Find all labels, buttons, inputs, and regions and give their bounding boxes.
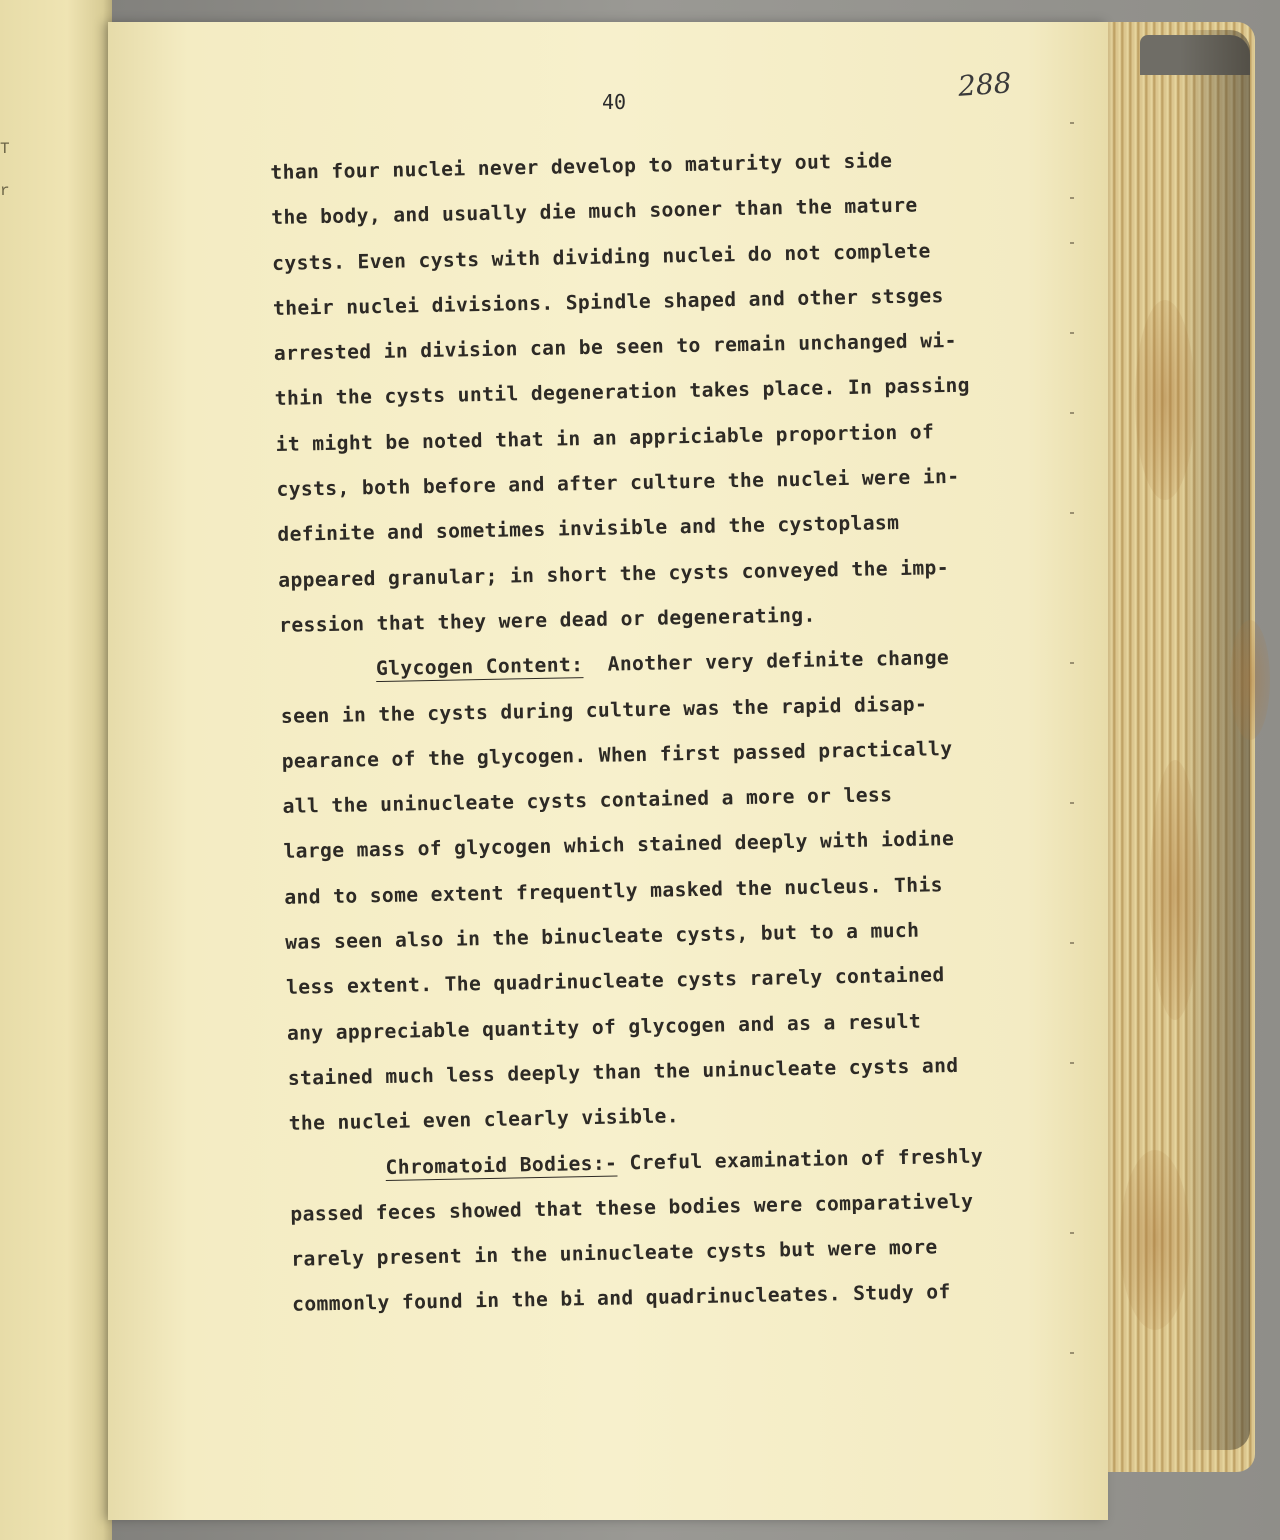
typewritten-page bbox=[108, 22, 1108, 1520]
text-line: ression that they were dead or degenerating. bbox=[278, 603, 816, 637]
text-line: arrested in division can be seen to remain unchanged wi- bbox=[273, 329, 958, 366]
chromatoid-heading: Chromatoid Bodies:- bbox=[385, 1151, 618, 1179]
foxing-stain bbox=[1120, 1150, 1190, 1330]
text-line: rarely present in the uninucleate cysts but were more bbox=[291, 1235, 938, 1271]
text-line: stained much less deeply than the uninucleate cysts and bbox=[287, 1053, 959, 1090]
text-line: cysts, both before and after culture the nuclei were in- bbox=[276, 464, 960, 502]
handwritten-folio-number: 288 bbox=[956, 66, 1013, 103]
text-line: Creful examination of freshly bbox=[617, 1144, 984, 1175]
text-line: than four nuclei never develop to maturity out side bbox=[270, 149, 893, 184]
text-line: less extent. The quadrinucleate cysts rarely contained bbox=[285, 963, 945, 1000]
text-line: pearance of the glycogen. When first passed practically bbox=[281, 736, 953, 773]
foxing-stain bbox=[1150, 760, 1200, 1020]
text-line: Another very definite change bbox=[583, 646, 950, 677]
text-line: any appreciable quantity of glycogen and as a result bbox=[286, 1009, 922, 1045]
text-line: all the uninucleate cysts contained a more or less bbox=[282, 783, 893, 819]
body-text bbox=[270, 135, 1092, 1328]
text-line: large mass of glycogen which stained deeply with iodine bbox=[283, 827, 955, 864]
text-line: definite and sometimes invisible and the cystoplasm bbox=[277, 511, 900, 547]
text-line: commonly found in the bi and quadrinucleates. Study of bbox=[291, 1280, 951, 1317]
foxing-stain bbox=[1135, 300, 1195, 500]
text-line: the body, and usually die much sooner than the mature bbox=[271, 193, 918, 230]
text-line: cysts. Even cysts with dividing nuclei do not complete bbox=[271, 238, 931, 275]
text-line: the nuclei even clearly visible. bbox=[288, 1104, 680, 1136]
margin-glyph: T bbox=[0, 140, 10, 158]
text-line: was seen also in the binucleate cysts, but to a much bbox=[284, 918, 920, 954]
text-line: seen in the cysts during culture was the rapid disap- bbox=[280, 692, 928, 728]
text-line: appeared granular; in short the cysts conveyed the imp- bbox=[278, 555, 950, 592]
foxing-stain bbox=[1230, 620, 1270, 740]
text-line: passed feces showed that these bodies were comparatively bbox=[290, 1189, 974, 1226]
text-line: their nuclei divisions. Spindle shaped and other stsges bbox=[272, 283, 944, 320]
glycogen-heading: Glycogen Content: bbox=[375, 653, 584, 681]
previous-page-edge bbox=[0, 0, 112, 1540]
text-line: and to some extent frequently masked the nucleus. This bbox=[284, 872, 944, 909]
text-line: it might be noted that in an appriciable proportion of bbox=[275, 420, 935, 456]
stack-shadow bbox=[1180, 30, 1250, 1450]
text-line: thin the cysts until degeneration takes place. In passing bbox=[274, 374, 971, 411]
margin-glyph: r bbox=[0, 182, 10, 200]
page-number: 40 bbox=[602, 90, 627, 114]
